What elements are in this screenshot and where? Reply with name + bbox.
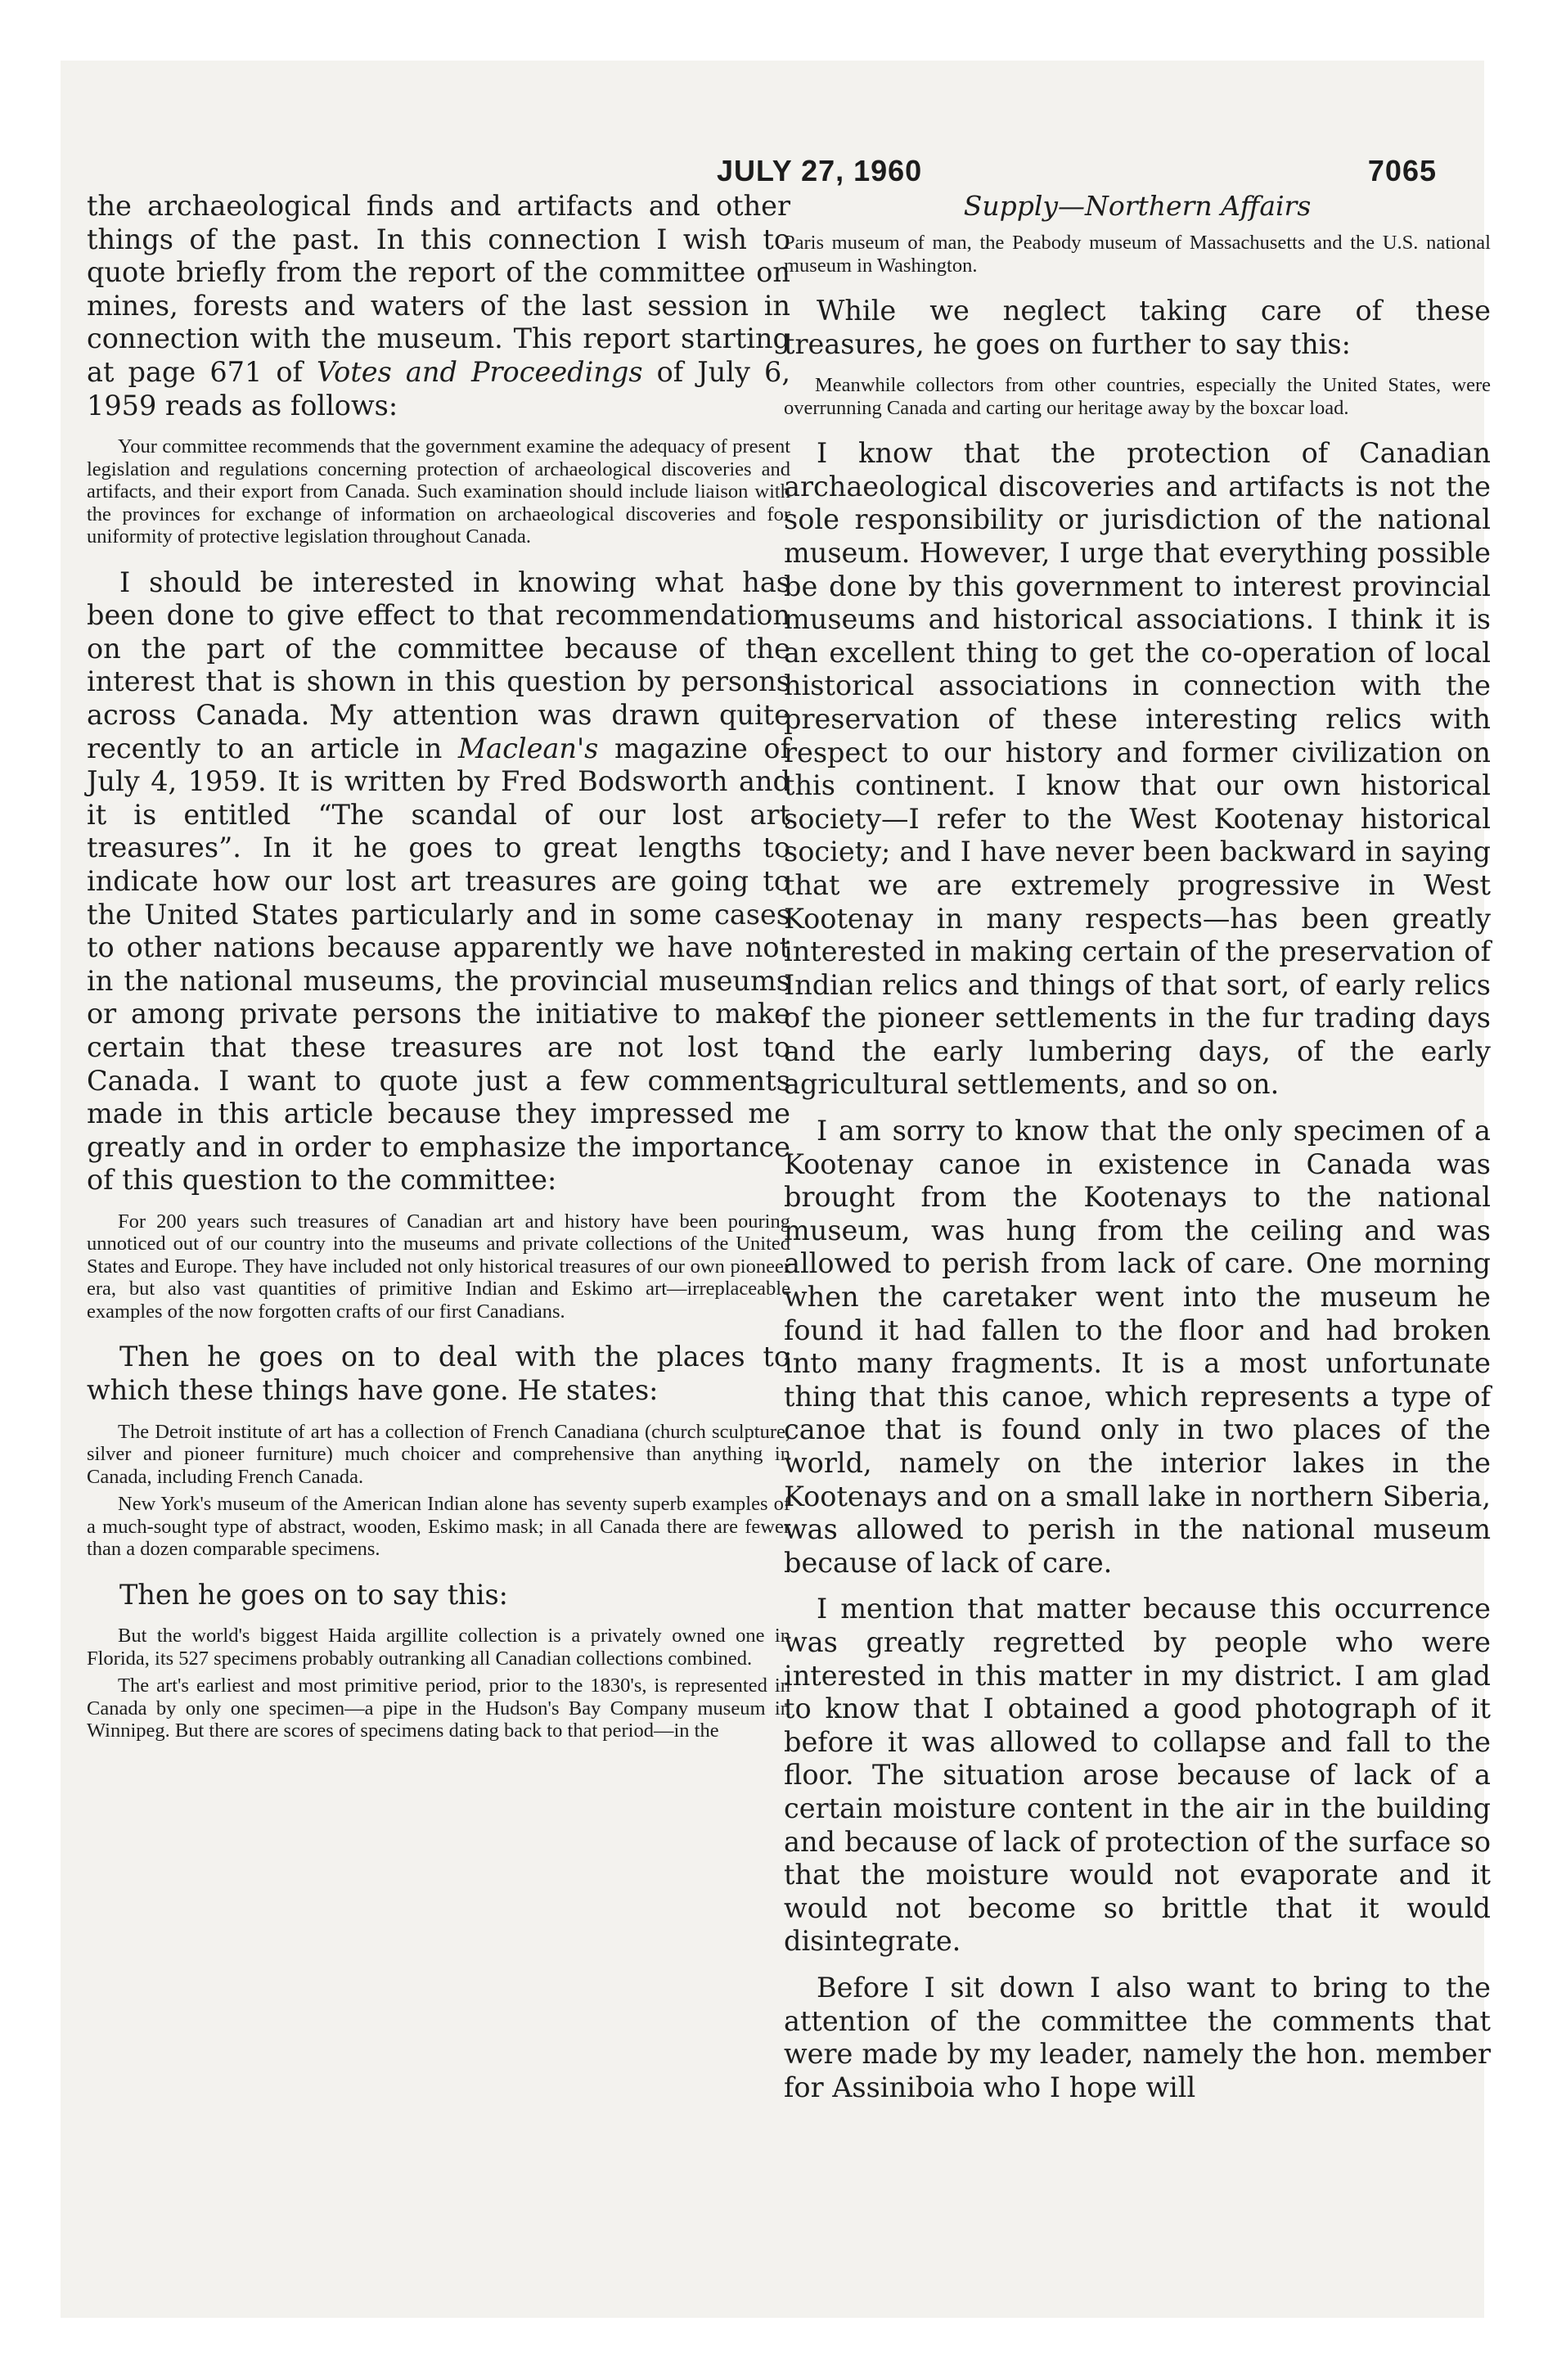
left-column bbox=[87, 190, 790, 1760]
block-quote: New York's museum of the American Indian alone has seventy superb examples of a much-sought type of abstract, wooden, Eskimo mask; in all Canada there are fewer than a dozen comparable specimens. bbox=[87, 1493, 790, 1561]
block-quote: Your committee recommends that the government examine the adequacy of present legislation and regulations concerning protection of archaeological discoveries and artifacts, and their export from Canada. Such examination should include liaison with the provinces for exchange of information on archaeological discoveries and for uniformity of protective legislation throughout Canada. bbox=[87, 435, 790, 548]
running-head: Supply—Northern Affairs bbox=[963, 190, 1312, 222]
block-quote: The art's earliest and most primitive period, prior to the 1830's, is represented in Canada by only one specimen—a pipe in the Hudson's Bay Company museum in Winnipeg. But there are scores of specimens dating back to that period—in the bbox=[87, 1675, 790, 1742]
block-quote: The Detroit institute of art has a collection of French Canadiana (church sculpture, silver and pioneer furniture) much choicer and comprehensive than anything in Canada, including French Canada. bbox=[87, 1420, 790, 1488]
paragraph: the archaeological finds and artifacts and other things of the past. In this connection I wish to quote briefly from the report of the committee on mines, forests and waters of the last session in connection with the museum. This report starting at page 671 of Votes and Proceedings of July 6, 1959 reads as follows: bbox=[87, 190, 790, 421]
page-date: JULY 27, 1960 bbox=[717, 154, 923, 187]
paragraph: While we neglect taking care of these treasures, he goes on further to say this: bbox=[784, 295, 1491, 360]
paragraph: Then he goes on to say this: bbox=[119, 1578, 508, 1611]
right-column bbox=[784, 190, 1491, 2117]
paragraph: Then he goes on to deal with the places to which these things have gone. He states: bbox=[87, 1341, 790, 1407]
paragraph: I know that the protection of Canadian archaeological discoveries and artifacts is not the sole responsibility or jurisdiction of the national museum. However, I urge that everything possible be done by this government to interest provincial museums and historical associations. I think it is an excellent thing to get the co-operation of local historical associations in connection with the preservation of these interesting relics with respect to our history and former civilization on this continent. I know that our own historical society—I refer to the West Kootenay historical society; and I have never been backward in saying that we are extremely progressive in West Kootenay in many respects—has been greatly interested in making certain of the preservation of Indian relics and things of that sort, of early relics of the pioneer settlements in the fur trading days and the early lumbering days, of the early agricultural settlements, and so on. bbox=[784, 437, 1491, 1101]
block-quote: But the world's biggest Haida argillite collection is a privately owned one in Florida, its 527 specimens probably outranking all Canadian collections combined. bbox=[87, 1625, 790, 1670]
paragraph: Before I sit down I also want to bring to the attention of the committee the comments that were made by my leader, namely the hon. member for Assiniboia who I hope will bbox=[784, 1971, 1491, 2103]
block-quote: Paris museum of man, the Peabody museum of Massachusetts and the U.S. national museum in Washington. bbox=[784, 232, 1491, 277]
paragraph: I should be interested in knowing what has been done to give effect to that recommendation on the part of the committee because of the interest that is shown in this question by persons across Canada. My attention was drawn quite recently to an article in Maclean's magazine of July 4, 1959. It is written by Fred Bodsworth and it is entitled “The scandal of our lost art treasures”. In it he goes to great lengths to indicate how our lost art treasures are going to the United States particularly and in some cases to other nations because apparently we have not in the national museums, the provincial museums or among private persons the initiative to make certain that these treasures are not lost to Canada. I want to quote just a few comments made in this article because they impressed me greatly and in order to emphasize the importance of this question to the committee: bbox=[87, 566, 790, 1197]
paragraph: I mention that matter because this occurrence was greatly regretted by people who were interested in this matter in my district. I am glad to know that I obtained a good photograph of it before it was allowed to collapse and fall to the floor. The situation arose because of lack of a certain moisture content in the air in the building and because of lack of protection of the surface so that the moisture would not evaporate and it would not become so brittle that it would disintegrate. bbox=[784, 1593, 1491, 1958]
block-quote: Meanwhile collectors from other countries, especially the United States, were overrunning Canada and carting our heritage away by the boxcar load. bbox=[784, 374, 1491, 419]
paragraph: I am sorry to know that the only specimen of a Kootenay canoe in existence in Canada was brought from the Kootenays to the national museum, was hung from the ceiling and was allowed to perish from lack of care. One morning when the caretaker went into the museum he found it had fallen to the floor and had broken into many fragments. It is a most unfortunate thing that this canoe, which represents a type of canoe that is found only in two places of the world, namely on the interior lakes in the Kootenays and on a small lake in northern Siberia, was allowed to perish in the national museum because of lack of care. bbox=[784, 1115, 1491, 1579]
block-quote: For 200 years such treasures of Canadian art and history have been pouring unnoticed out of our country into the museums and private collections of the United States and Europe. They have included not only historical treasures of our own pioneer era, but also vast quantities of primitive Indian and Eskimo art—irreplaceable examples of the now forgotten crafts of our first Canadians. bbox=[87, 1210, 790, 1323]
page-number: 7065 bbox=[1367, 154, 1437, 187]
page-header bbox=[717, 154, 1437, 195]
